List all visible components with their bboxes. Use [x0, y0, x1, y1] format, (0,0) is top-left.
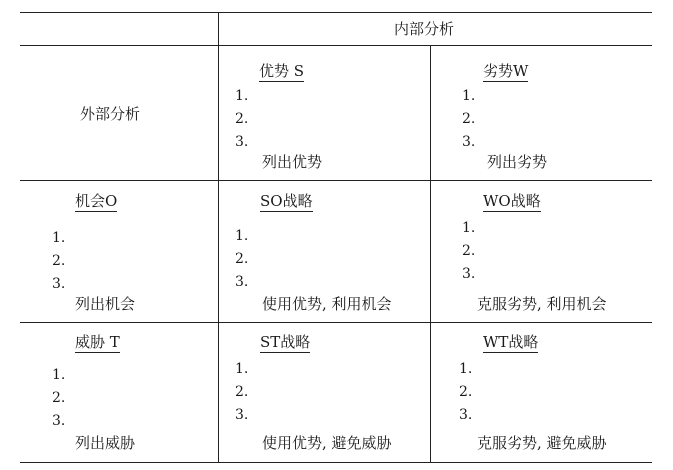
- threats-note: 列出威胁: [75, 434, 136, 452]
- internal-analysis-header: 内部分析: [394, 20, 455, 38]
- opportunities-title: 机会O: [75, 192, 118, 210]
- st-strategy-title: ST战略: [260, 333, 311, 351]
- wt-strategy-item-1: 1.: [459, 361, 473, 377]
- st-strategy-item-3: 3.: [235, 407, 249, 423]
- wo-strategy-item-3: 3.: [462, 266, 476, 282]
- wt-strategy-note: 克服劣势, 避免威胁: [477, 434, 607, 452]
- wo-strategy-item-1: 1.: [462, 220, 476, 236]
- wo-strategy-title: WO战略: [483, 192, 541, 210]
- table-bottom-border: [20, 462, 652, 463]
- threats-item-3: 3.: [52, 413, 66, 429]
- strengths-note: 列出优势: [262, 153, 323, 171]
- opportunities-note: 列出机会: [75, 295, 136, 313]
- so-strategy-title: SO战略: [260, 192, 313, 210]
- table-top-border: [20, 12, 652, 13]
- opportunities-item-2: 2.: [52, 253, 66, 269]
- weaknesses-item-1: 1.: [462, 88, 476, 104]
- st-strategy-item-2: 2.: [235, 384, 249, 400]
- strengths-item-1: 1.: [235, 88, 249, 104]
- weaknesses-item-3: 3.: [462, 134, 476, 150]
- st-strategy-note: 使用优势, 避免威胁: [262, 434, 392, 452]
- column-divider-2: [430, 46, 431, 462]
- weaknesses-title: 劣势W: [483, 62, 529, 80]
- strengths-item-2: 2.: [235, 111, 249, 127]
- threats-title: 威胁 T: [75, 333, 120, 351]
- so-strategy-item-1: 1.: [235, 228, 249, 244]
- external-analysis-header: 外部分析: [80, 105, 141, 123]
- opportunities-item-3: 3.: [52, 276, 66, 292]
- wo-strategy-item-2: 2.: [462, 243, 476, 259]
- weaknesses-item-2: 2.: [462, 111, 476, 127]
- wt-strategy-item-3: 3.: [459, 407, 473, 423]
- threats-item-1: 1.: [52, 367, 66, 383]
- row1-bottom-border: [20, 180, 652, 181]
- so-strategy-item-3: 3.: [235, 274, 249, 290]
- wt-strategy-title: WT战略: [483, 333, 539, 351]
- header-bottom-border: [20, 45, 652, 46]
- so-strategy-item-2: 2.: [235, 251, 249, 267]
- so-strategy-note: 使用优势, 利用机会: [262, 295, 392, 313]
- row2-bottom-border: [20, 322, 652, 323]
- weaknesses-note: 列出劣势: [487, 153, 548, 171]
- strengths-title: 优势 S: [259, 62, 305, 80]
- threats-item-2: 2.: [52, 390, 66, 406]
- opportunities-item-1: 1.: [52, 230, 66, 246]
- st-strategy-item-1: 1.: [235, 361, 249, 377]
- wo-strategy-note: 克服劣势, 利用机会: [477, 295, 607, 313]
- strengths-item-3: 3.: [235, 134, 249, 150]
- column-divider-1: [218, 12, 219, 462]
- wt-strategy-item-2: 2.: [459, 384, 473, 400]
